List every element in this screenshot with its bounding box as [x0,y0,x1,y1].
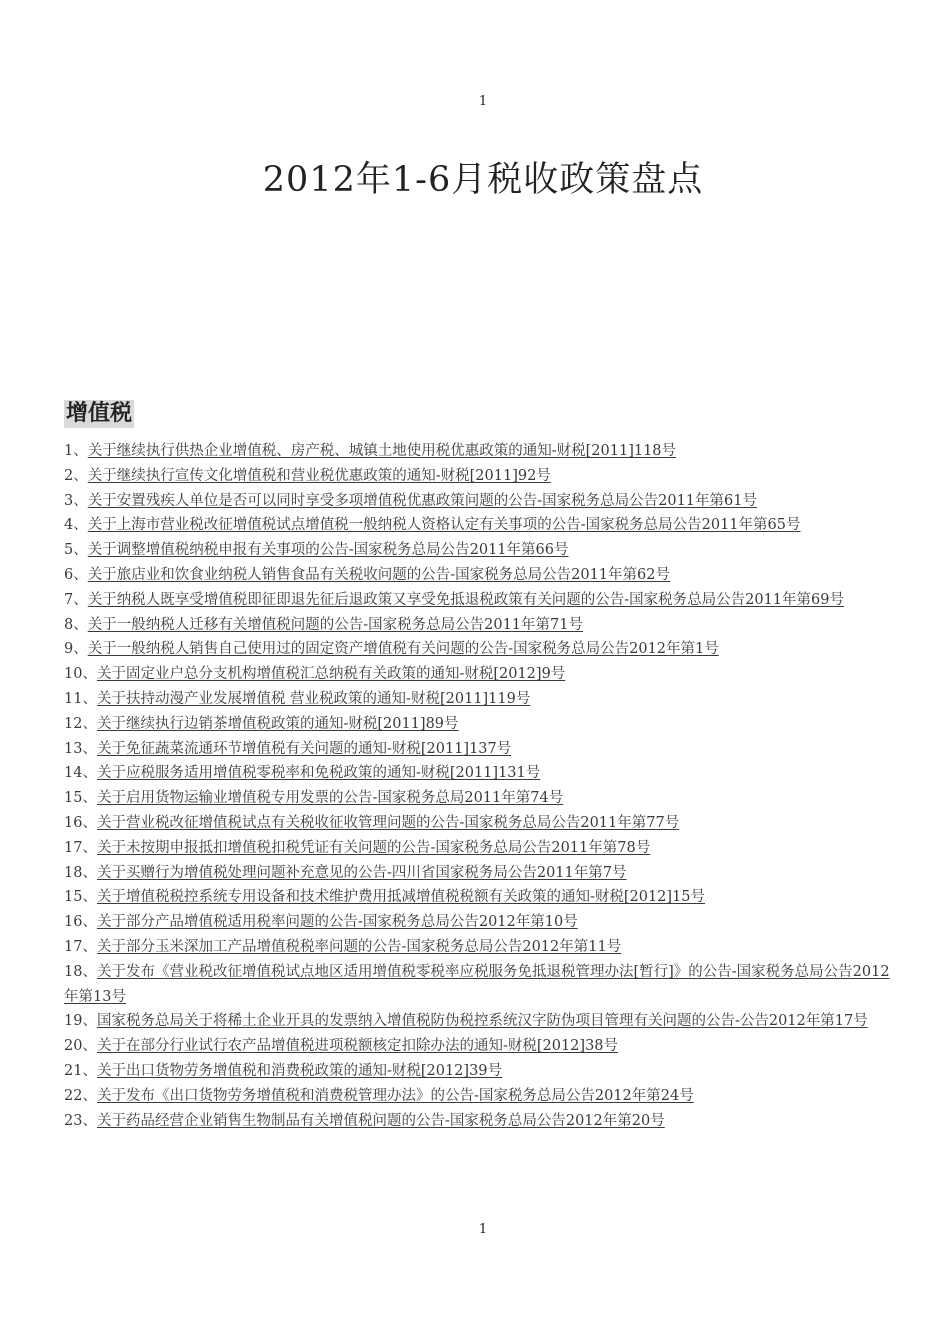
policy-link[interactable]: 关于发布《营业税改征增值税试点地区适用增值税零税率应税服务免抵退税管理办法[暂行]》的公告-国家税务总局公告2012年第13号 [64,963,890,1005]
list-item [64,712,900,737]
list-item [64,935,900,960]
policy-link[interactable]: 关于未按期申报抵扣增值税扣税凭证有关问题的公告-国家税务总局公告2011年第78号 [96,839,651,856]
list-item-number: 19、 [64,1013,97,1030]
policy-link[interactable]: 关于药品经营企业销售生物制品有关增值税问题的公告-国家税务总局公告2012年第20号 [96,1112,665,1129]
list-item-number: 13、 [64,740,97,757]
list-item [64,439,900,464]
list-item [64,861,900,886]
list-item [64,489,900,514]
list-item-number: 9、 [64,641,88,658]
list-item-number: 22、 [64,1087,97,1104]
policy-link[interactable]: 关于增值税税控系统专用设备和技术维护费用抵减增值税税额有关政策的通知-财税[2012]15号 [96,889,706,906]
list-item-number: 11、 [64,690,97,707]
list-item-number: 16、 [64,814,97,831]
policy-link[interactable]: 关于一般纳税人迁移有关增值税问题的公告-国家税务总局公告2011年第71号 [87,616,583,633]
list-item [64,538,900,563]
page-number-top: 1 [478,94,488,109]
policy-link[interactable]: 关于继续执行边销茶增值税政策的通知-财税[2011]89号 [96,715,459,732]
list-item-number: 15、 [64,889,97,906]
list-item-number: 18、 [64,963,97,980]
policy-link[interactable]: 关于一般纳税人销售自己使用过的固定资产增值税有关问题的公告-国家税务总局公告2012年第1号 [87,641,719,658]
list-item [64,1009,900,1034]
policy-link[interactable]: 关于调整增值税纳税申报有关事项的公告-国家税务总局公告2011年第66号 [87,542,569,559]
list-item-number: 21、 [64,1062,97,1079]
policy-link[interactable]: 关于营业税改征增值税试点有关税收征收管理问题的公告-国家税务总局公告2011年第77号 [96,814,680,831]
list-item [64,910,900,935]
policy-link[interactable]: 关于继续执行供热企业增值税、房产税、城镇土地使用税优惠政策的通知-财税[2011]118号 [87,443,677,459]
policy-link[interactable]: 关于免征蔬菜流通环节增值税有关问题的通知-财税[2011]137号 [96,740,512,757]
policy-link[interactable]: 关于安置残疾人单位是否可以同时享受多项增值税优惠政策问题的公告-国家税务总局公告2011年第61号 [87,492,757,509]
list-item-number: 8、 [64,616,88,633]
list-item-number: 17、 [64,938,97,955]
list-item [64,1059,900,1084]
list-item-number: 2、 [64,467,88,484]
list-item [64,737,900,762]
policy-link[interactable]: 关于继续执行宣传文化增值税和营业税优惠政策的通知-财税[2011]92号 [87,467,551,484]
list-item [64,885,900,910]
list-item [64,588,900,613]
list-item [64,761,900,786]
policy-link[interactable]: 关于部分玉米深加工产品增值税税率问题的公告-国家税务总局公告2012年第11号 [96,938,622,955]
list-item-number: 18、 [64,864,97,881]
list-item-number: 7、 [64,591,88,608]
list-item [64,786,900,811]
list-item-number: 23、 [64,1112,97,1129]
policy-link[interactable]: 关于应税服务适用增值税零税率和免税政策的通知-财税[2011]131号 [96,765,541,782]
list-item [64,563,900,588]
policy-link[interactable]: 关于在部分行业试行农产品增值税进项税额核定扣除办法的通知-财税[2012]38号 [96,1038,619,1055]
list-item [64,662,900,687]
list-item [64,811,900,836]
policy-link[interactable]: 关于启用货物运输业增值税专用发票的公告-国家税务总局2011年第74号 [96,790,564,807]
page-number-bottom: 1 [478,1222,488,1237]
list-item [64,836,900,861]
list-item-number: 12、 [64,715,97,732]
policy-link[interactable]: 关于固定业户总分支机构增值税汇总纳税有关政策的通知-财税[2012]9号 [96,666,566,683]
list-item [64,464,900,489]
list-item-number: 6、 [64,566,88,583]
policy-link[interactable]: 国家税务总局关于将稀土企业开具的发票纳入增值税防伪税控系统汉字防伪项目管理有关问题的公告-公告2012年第17号 [96,1013,868,1030]
list-item-number: 10、 [64,666,97,683]
document-title: 2012年1-6月税收政策盘点 [262,160,704,200]
list-item [64,960,900,1010]
list-item-number: 1、 [64,443,88,459]
list-item-number: 20、 [64,1038,97,1055]
policy-link[interactable]: 关于发布《出口货物劳务增值税和消费税管理办法》的公告-国家税务总局公告2012年第24号 [96,1087,694,1104]
policy-link[interactable]: 关于上海市营业税改征增值税试点增值税一般纳税人资格认定有关事项的公告-国家税务总局公告2011年第65号 [87,517,801,534]
list-item-number: 15、 [64,790,97,807]
policy-link[interactable]: 关于部分产品增值税适用税率问题的公告-国家税务总局公告2012年第10号 [96,914,578,931]
list-item-number: 16、 [64,914,97,931]
policy-link[interactable]: 关于出口货物劳务增值税和消费税政策的通知-财税[2012]39号 [96,1062,503,1079]
list-item [64,1084,900,1109]
list-item [64,613,900,638]
list-item [64,1034,900,1059]
policy-link[interactable]: 关于买赠行为增值税处理问题补充意见的公告-四川省国家税务局公告2011年第7号 [96,864,627,881]
list-item-number: 3、 [64,492,88,509]
policy-list [64,439,900,1133]
list-item-number: 17、 [64,839,97,856]
list-item [64,637,900,662]
policy-link[interactable]: 关于纳税人既享受增值税即征即退先征后退政策又享受免抵退税政策有关问题的公告-国家税务总局公告2011年第69号 [87,591,844,608]
list-item [64,513,900,538]
list-item-number: 5、 [64,542,88,559]
policy-link[interactable]: 关于扶持动漫产业发展增值税 营业税政策的通知-财税[2011]119号 [96,690,531,707]
list-item [64,687,900,712]
list-item-number: 14、 [64,765,97,782]
list-item-number: 4、 [64,517,88,534]
policy-link[interactable]: 关于旅店业和饮食业纳税人销售食品有关税收问题的公告-国家税务总局公告2011年第62号 [87,566,670,583]
list-item [64,1109,900,1134]
section-heading-vat: 增值税 [66,401,133,426]
